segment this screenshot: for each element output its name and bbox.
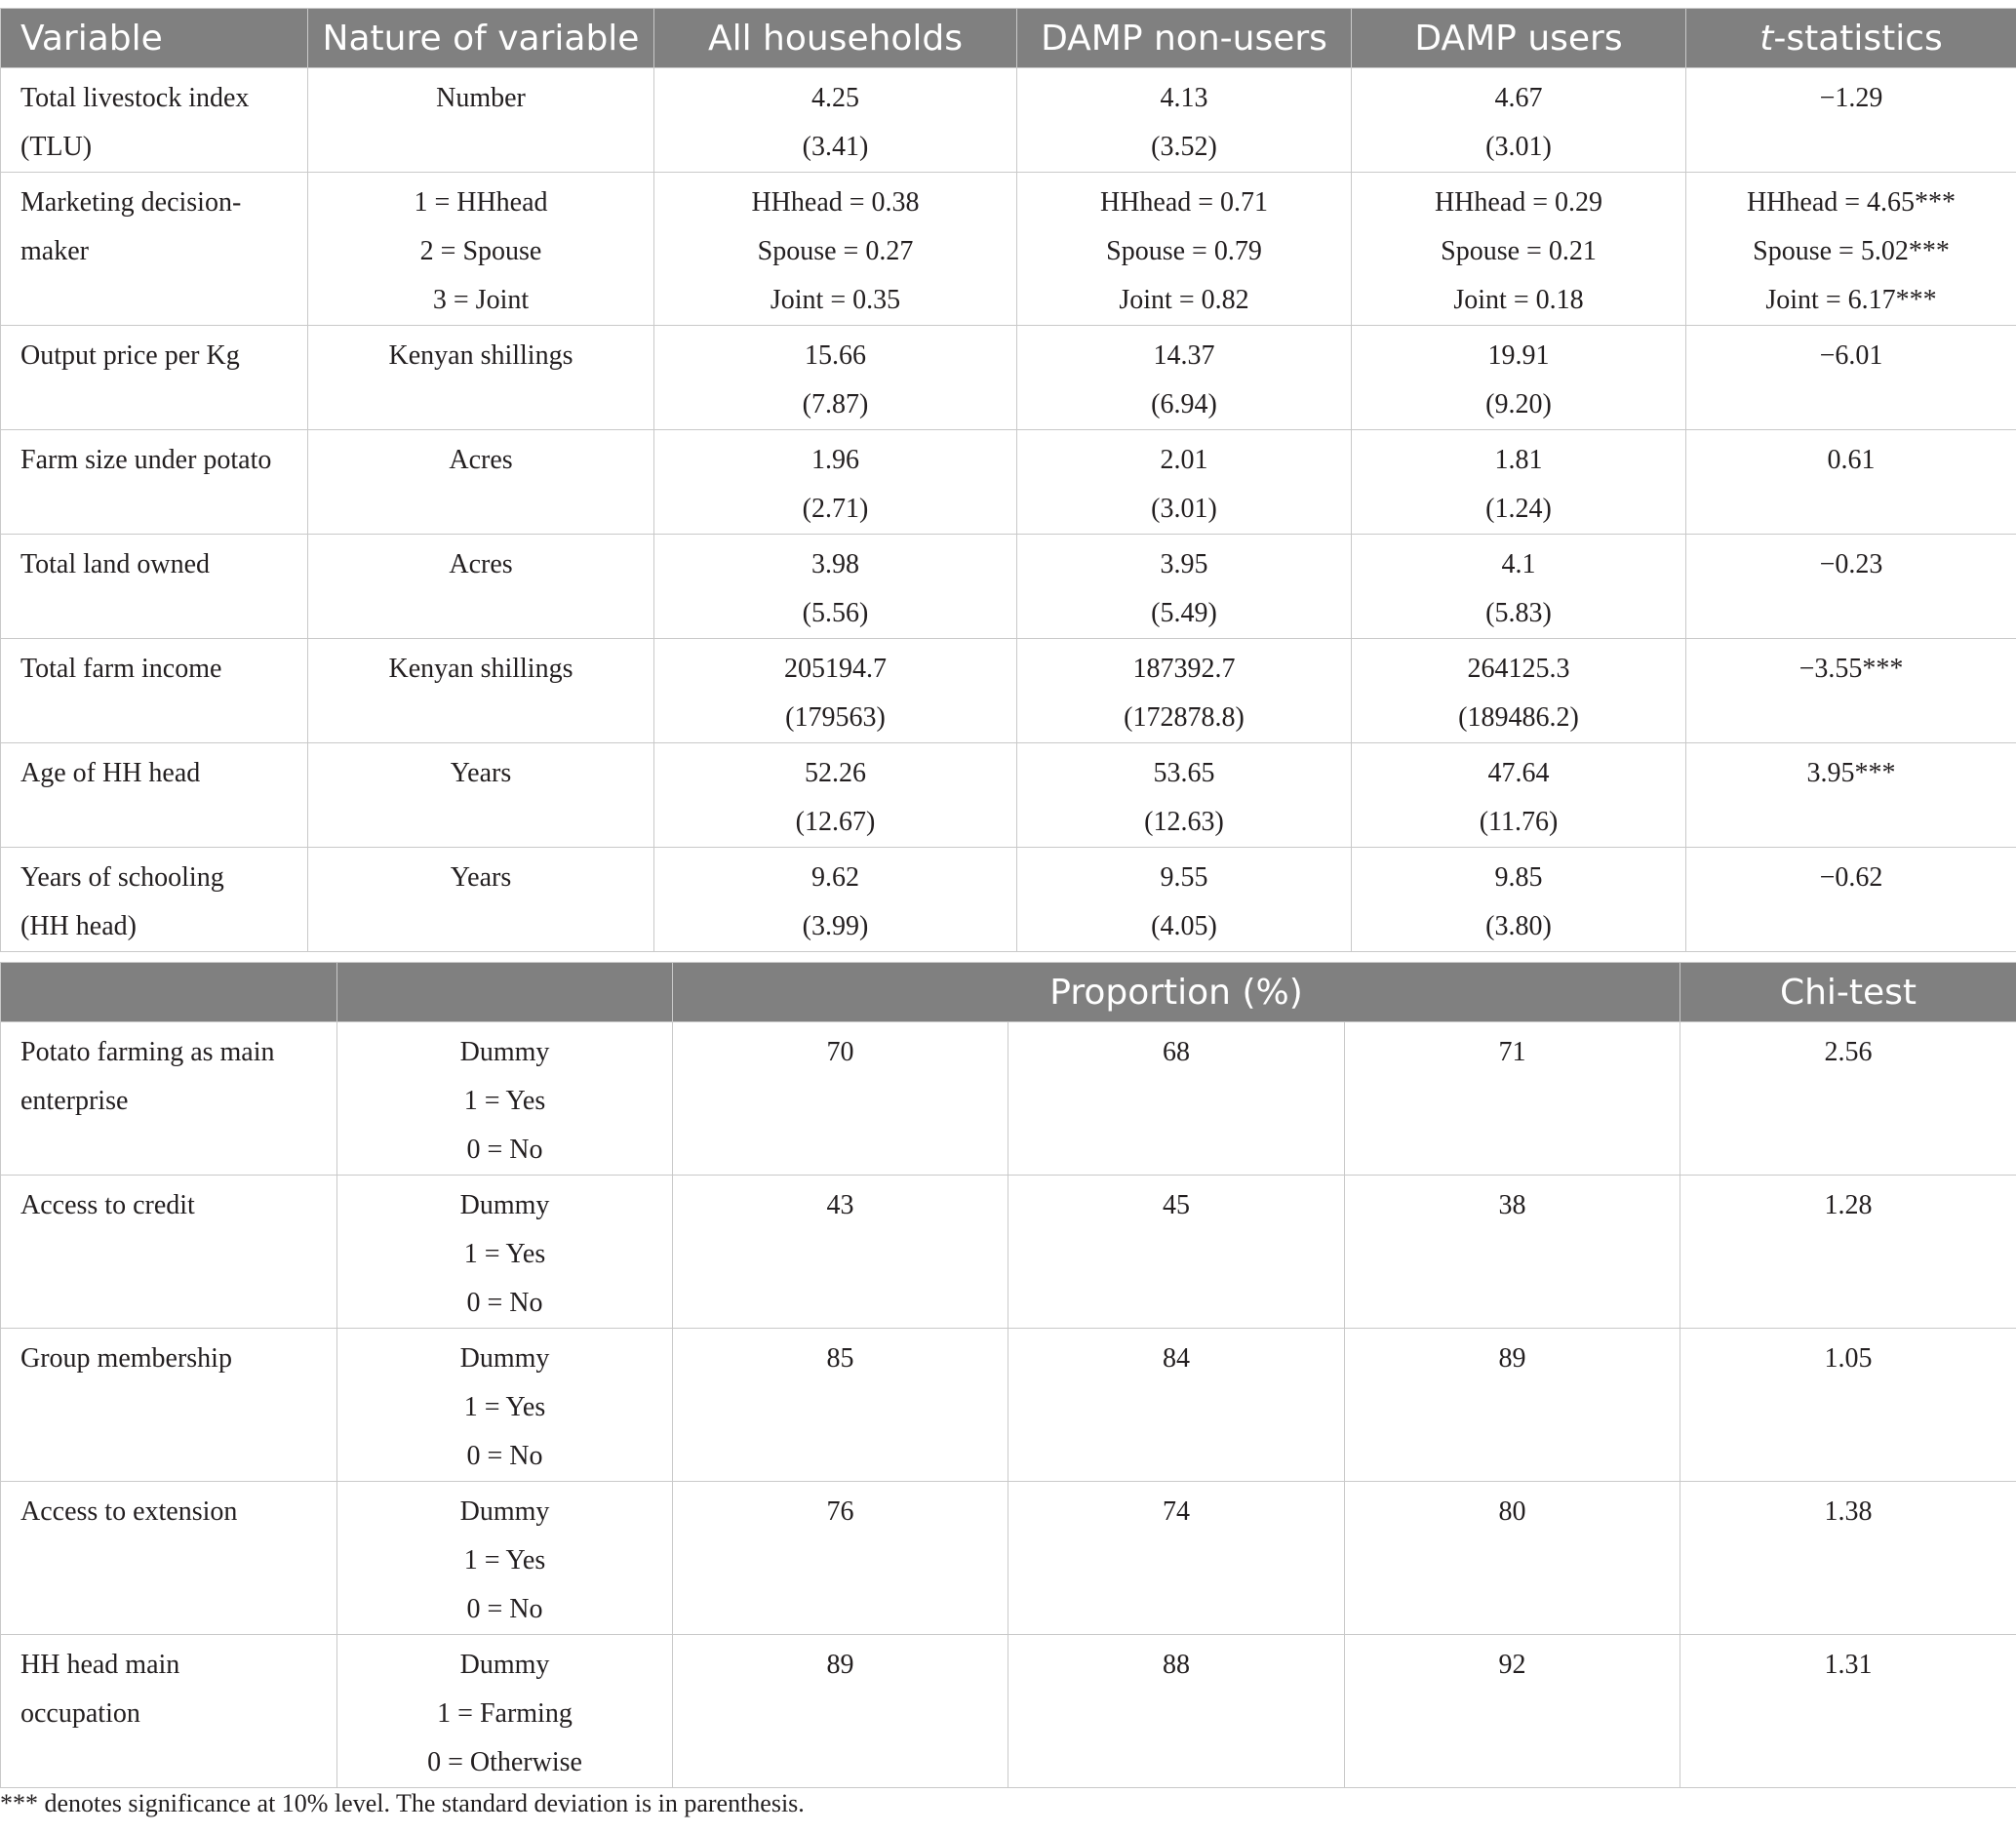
cell-line: Dummy [459,1650,550,1680]
table-row [1,1329,2016,1482]
cell-nature [308,535,654,639]
cell-line: (9.20) [1485,389,1552,419]
cell-line: (1.24) [1485,494,1552,524]
cell-line: 1.31 [1824,1650,1873,1680]
cell-line: HH head main [20,1650,180,1680]
cell-variable [1,68,308,173]
cell-line: (12.63) [1144,807,1224,837]
cell-non-users [1017,173,1352,326]
cell-nature [337,1482,673,1635]
cell-nature [337,1176,673,1329]
table-row [1,1176,2016,1329]
cell-variable [1,848,308,952]
cell-line: Access to extension [20,1496,238,1527]
cell-line: enterprise [20,1086,129,1116]
cell-line: 9.55 [1160,862,1208,893]
table-row [1,1022,2016,1176]
cell-users [1352,173,1686,326]
cell-line: (172878.8) [1124,702,1245,733]
cell-line: −6.01 [1819,340,1883,371]
cell-users [1352,639,1686,743]
cell-line: (2.71) [802,494,869,524]
cell-line: 0 = No [466,1594,543,1624]
cell-nature [308,68,654,173]
cell-statistic [1686,68,2016,173]
cell-line: 15.66 [805,340,866,371]
header-proportion: Proportion (%) [673,963,1680,1022]
cell-line: (HH head) [20,911,137,941]
cell-statistic [1686,848,2016,952]
cell-line: 1 = Yes [463,1086,546,1116]
cell-line: −0.62 [1819,862,1883,893]
cell-line: 9.85 [1494,862,1543,893]
cell-line: 47.64 [1487,758,1550,788]
cell-line: 4.1 [1501,549,1536,579]
cell-line: −3.55*** [1799,654,1904,684]
cell-line: 0 = Otherwise [427,1747,582,1777]
cell-line: 0 = No [466,1288,543,1318]
cell-non-users [1017,743,1352,848]
cell-line: 1 = Yes [463,1239,546,1269]
cell-non-users [1008,1635,1345,1788]
cell-users [1352,68,1686,173]
table-row [1,535,2016,639]
cell-line: 3.98 [811,549,859,579]
cell-line: Years of schooling [20,862,224,893]
cell-nature [308,173,654,326]
table-row [1,743,2016,848]
cell-statistic [1680,1176,2016,1329]
cell-line: Dummy [459,1190,550,1220]
cell-line: 1.28 [1824,1190,1873,1220]
cell-nature [308,743,654,848]
cell-line: Joint = 0.18 [1453,285,1584,315]
cell-statistic [1680,1022,2016,1176]
cell-variable [1,430,308,535]
cell-line: (3.52) [1151,132,1217,162]
cell-all-households [673,1482,1008,1635]
cell-line: Spouse = 0.27 [757,236,914,266]
cell-line: Joint = 0.82 [1119,285,1249,315]
header-t-statistics [1686,9,2016,68]
cell-statistic [1680,1635,2016,1788]
cell-all-households [673,1022,1008,1176]
cell-line: 76 [826,1496,854,1527]
cell-users [1352,535,1686,639]
cell-line: (189486.2) [1458,702,1579,733]
cell-line: 88 [1163,1650,1190,1680]
cell-line: 80 [1498,1496,1526,1527]
header-users: DAMP users [1352,9,1686,68]
cell-line: (5.49) [1151,598,1217,628]
cell-variable [1,535,308,639]
cell-line: (4.05) [1151,911,1217,941]
cell-variable [1,743,308,848]
table-row [1,639,2016,743]
cell-statistic [1680,1482,2016,1635]
cell-non-users [1008,1022,1345,1176]
cell-non-users [1017,326,1352,430]
cell-line: Dummy [459,1343,550,1374]
cell-line: occupation [20,1698,140,1729]
cell-line: Dummy [459,1037,550,1067]
cell-line: 1 = Yes [463,1545,546,1575]
cell-line: (3.41) [802,132,869,162]
cell-statistic [1686,639,2016,743]
cell-line: 71 [1498,1037,1526,1067]
cell-line: −1.29 [1819,83,1883,113]
cell-line: 3.95*** [1806,758,1896,788]
cell-statistic [1686,743,2016,848]
cell-line: (12.67) [795,807,876,837]
cell-users [1352,743,1686,848]
cell-line: 0.61 [1827,445,1876,475]
cell-line: (11.76) [1479,807,1559,837]
cell-line: Number [436,83,526,113]
cell-line: 1.05 [1824,1343,1873,1374]
cell-statistic [1686,430,2016,535]
cell-users [1345,1022,1680,1176]
cell-statistic [1686,173,2016,326]
header-nature: Nature of variable [308,9,654,68]
cell-line: Joint = 6.17*** [1765,285,1937,315]
cell-nature [308,639,654,743]
cell-line: 4.25 [811,83,859,113]
cell-line: 187392.7 [1132,654,1236,684]
cell-variable [1,1022,337,1176]
cell-all-households [654,535,1017,639]
cell-all-households [654,430,1017,535]
cell-users [1345,1329,1680,1482]
cell-line: 2 = Spouse [419,236,542,266]
cell-line: 85 [826,1343,854,1374]
cell-line: (7.87) [802,389,869,419]
cell-line: 89 [1498,1343,1526,1374]
cell-users [1352,326,1686,430]
cell-line: 45 [1163,1190,1190,1220]
cell-line: Output price per Kg [20,340,240,371]
cell-nature [337,1022,673,1176]
cell-line: −0.23 [1819,549,1883,579]
cell-statistic [1686,535,2016,639]
cell-line: (5.83) [1485,598,1552,628]
cell-non-users [1017,535,1352,639]
cell-line: 14.37 [1153,340,1215,371]
cell-non-users [1017,68,1352,173]
cell-nature [308,848,654,952]
cell-line: Total farm income [20,654,222,684]
cell-line: 1 = HHhead [414,187,548,218]
cell-line: (3.01) [1485,132,1552,162]
cell-all-households [654,639,1017,743]
cell-line: Access to credit [20,1190,195,1220]
cell-all-households [673,1176,1008,1329]
cell-line: 74 [1163,1496,1190,1527]
cell-line: (3.99) [802,911,869,941]
cell-line: Potato farming as main [20,1037,275,1067]
cell-variable [1,1482,337,1635]
cell-users [1352,848,1686,952]
table-row [1,68,2016,173]
header-variable: Variable [1,9,308,68]
cell-non-users [1017,430,1352,535]
cell-line: Acres [449,549,513,579]
cell-nature [337,1329,673,1482]
cell-variable [1,173,308,326]
cell-line: 1 = Farming [437,1698,573,1729]
cell-line: (3.80) [1485,911,1552,941]
cell-line: 1.96 [811,445,859,475]
cell-variable [1,1329,337,1482]
cell-line: Kenyan shillings [388,654,573,684]
cell-line: Dummy [459,1496,550,1527]
cell-line: 1 = Yes [463,1392,546,1422]
cell-line: 3 = Joint [432,285,530,315]
cell-line: Marketing decision- [20,187,242,218]
cell-line: Joint = 0.35 [770,285,901,315]
header-all-households: All households [654,9,1017,68]
header-blank-nature [337,963,673,1022]
table-footnote: *** denotes significance at 10% level. The standard deviation is in parenthesis. [0,1789,805,1817]
cell-non-users [1017,848,1352,952]
cell-line: (5.56) [802,598,869,628]
table-row [1,326,2016,430]
cell-line: Years [450,862,512,893]
cell-line: Spouse = 5.02*** [1753,236,1950,266]
cell-line: 0 = No [466,1135,543,1165]
cell-all-households [673,1329,1008,1482]
header-non-users: DAMP non-users [1017,9,1352,68]
cell-line: 53.65 [1153,758,1215,788]
cell-line: 0 = No [466,1441,543,1471]
cell-line: Total livestock index [20,83,250,113]
cell-variable [1,1635,337,1788]
summary-statistics-table [0,8,2016,952]
cell-line: maker [20,236,89,266]
cell-line: 43 [826,1190,854,1220]
cell-users [1345,1482,1680,1635]
cell-line: 84 [1163,1343,1190,1374]
cell-all-households [654,848,1017,952]
cell-all-households [654,173,1017,326]
cell-variable [1,1176,337,1329]
cell-all-households [673,1635,1008,1788]
cell-line: 92 [1498,1650,1526,1680]
table-row [1,430,2016,535]
cell-non-users [1008,1482,1345,1635]
table-header-row [1,9,2016,68]
cell-line: 19.91 [1487,340,1550,371]
cell-line: Total land owned [20,549,210,579]
cell-non-users [1017,639,1352,743]
cell-users [1352,430,1686,535]
cell-line: 89 [826,1650,854,1680]
header-blank-variable [1,963,337,1022]
cell-line: 2.56 [1824,1037,1873,1067]
cell-line: Spouse = 0.21 [1441,236,1597,266]
cell-line: 9.62 [811,862,859,893]
cell-line: HHhead = 0.71 [1099,187,1269,218]
cell-variable [1,639,308,743]
cell-line: Acres [449,445,513,475]
header-chi-test: Chi-test [1680,963,2016,1022]
table-row [1,1482,2016,1635]
cell-line: Kenyan shillings [388,340,573,371]
cell-all-households [654,326,1017,430]
cell-line: 264125.3 [1467,654,1570,684]
cell-non-users [1008,1329,1345,1482]
cell-line: 38 [1498,1190,1526,1220]
cell-line: (3.01) [1151,494,1217,524]
proportion-table [0,962,2016,1788]
header-t-suffix: -statistics [1773,18,1943,59]
cell-line: 2.01 [1160,445,1208,475]
cell-line: 4.67 [1494,83,1543,113]
cell-nature [308,430,654,535]
table-row [1,848,2016,952]
cell-line: Age of HH head [20,758,201,788]
cell-non-users [1008,1176,1345,1329]
cell-users [1345,1176,1680,1329]
cell-line: 52.26 [805,758,866,788]
cell-line: 1.38 [1824,1496,1873,1527]
cell-line: HHhead = 0.29 [1434,187,1603,218]
table-row [1,173,2016,326]
cell-line: (6.94) [1151,389,1217,419]
cell-nature [337,1635,673,1788]
cell-line: HHhead = 0.38 [751,187,920,218]
cell-line: 70 [826,1037,854,1067]
cell-all-households [654,743,1017,848]
cell-line: (179563) [785,702,886,733]
cell-statistic [1680,1329,2016,1482]
cell-line: 4.13 [1160,83,1208,113]
cell-line: Years [450,758,512,788]
cell-line: 3.95 [1160,549,1208,579]
cell-statistic [1686,326,2016,430]
cell-nature [308,326,654,430]
cell-line: 205194.7 [784,654,887,684]
cell-all-households [654,68,1017,173]
table-row [1,1635,2016,1788]
cell-line: HHhead = 4.65*** [1746,187,1957,218]
header-t-italic: t [1759,18,1774,59]
cell-line: 68 [1163,1037,1190,1067]
cell-line: Farm size under potato [20,445,272,475]
cell-line: Spouse = 0.79 [1106,236,1262,266]
table-header-row [1,963,2016,1022]
cell-line: Group membership [20,1343,232,1374]
cell-line: (TLU) [20,132,93,162]
cell-users [1345,1635,1680,1788]
cell-line: 1.81 [1494,445,1543,475]
cell-variable [1,326,308,430]
